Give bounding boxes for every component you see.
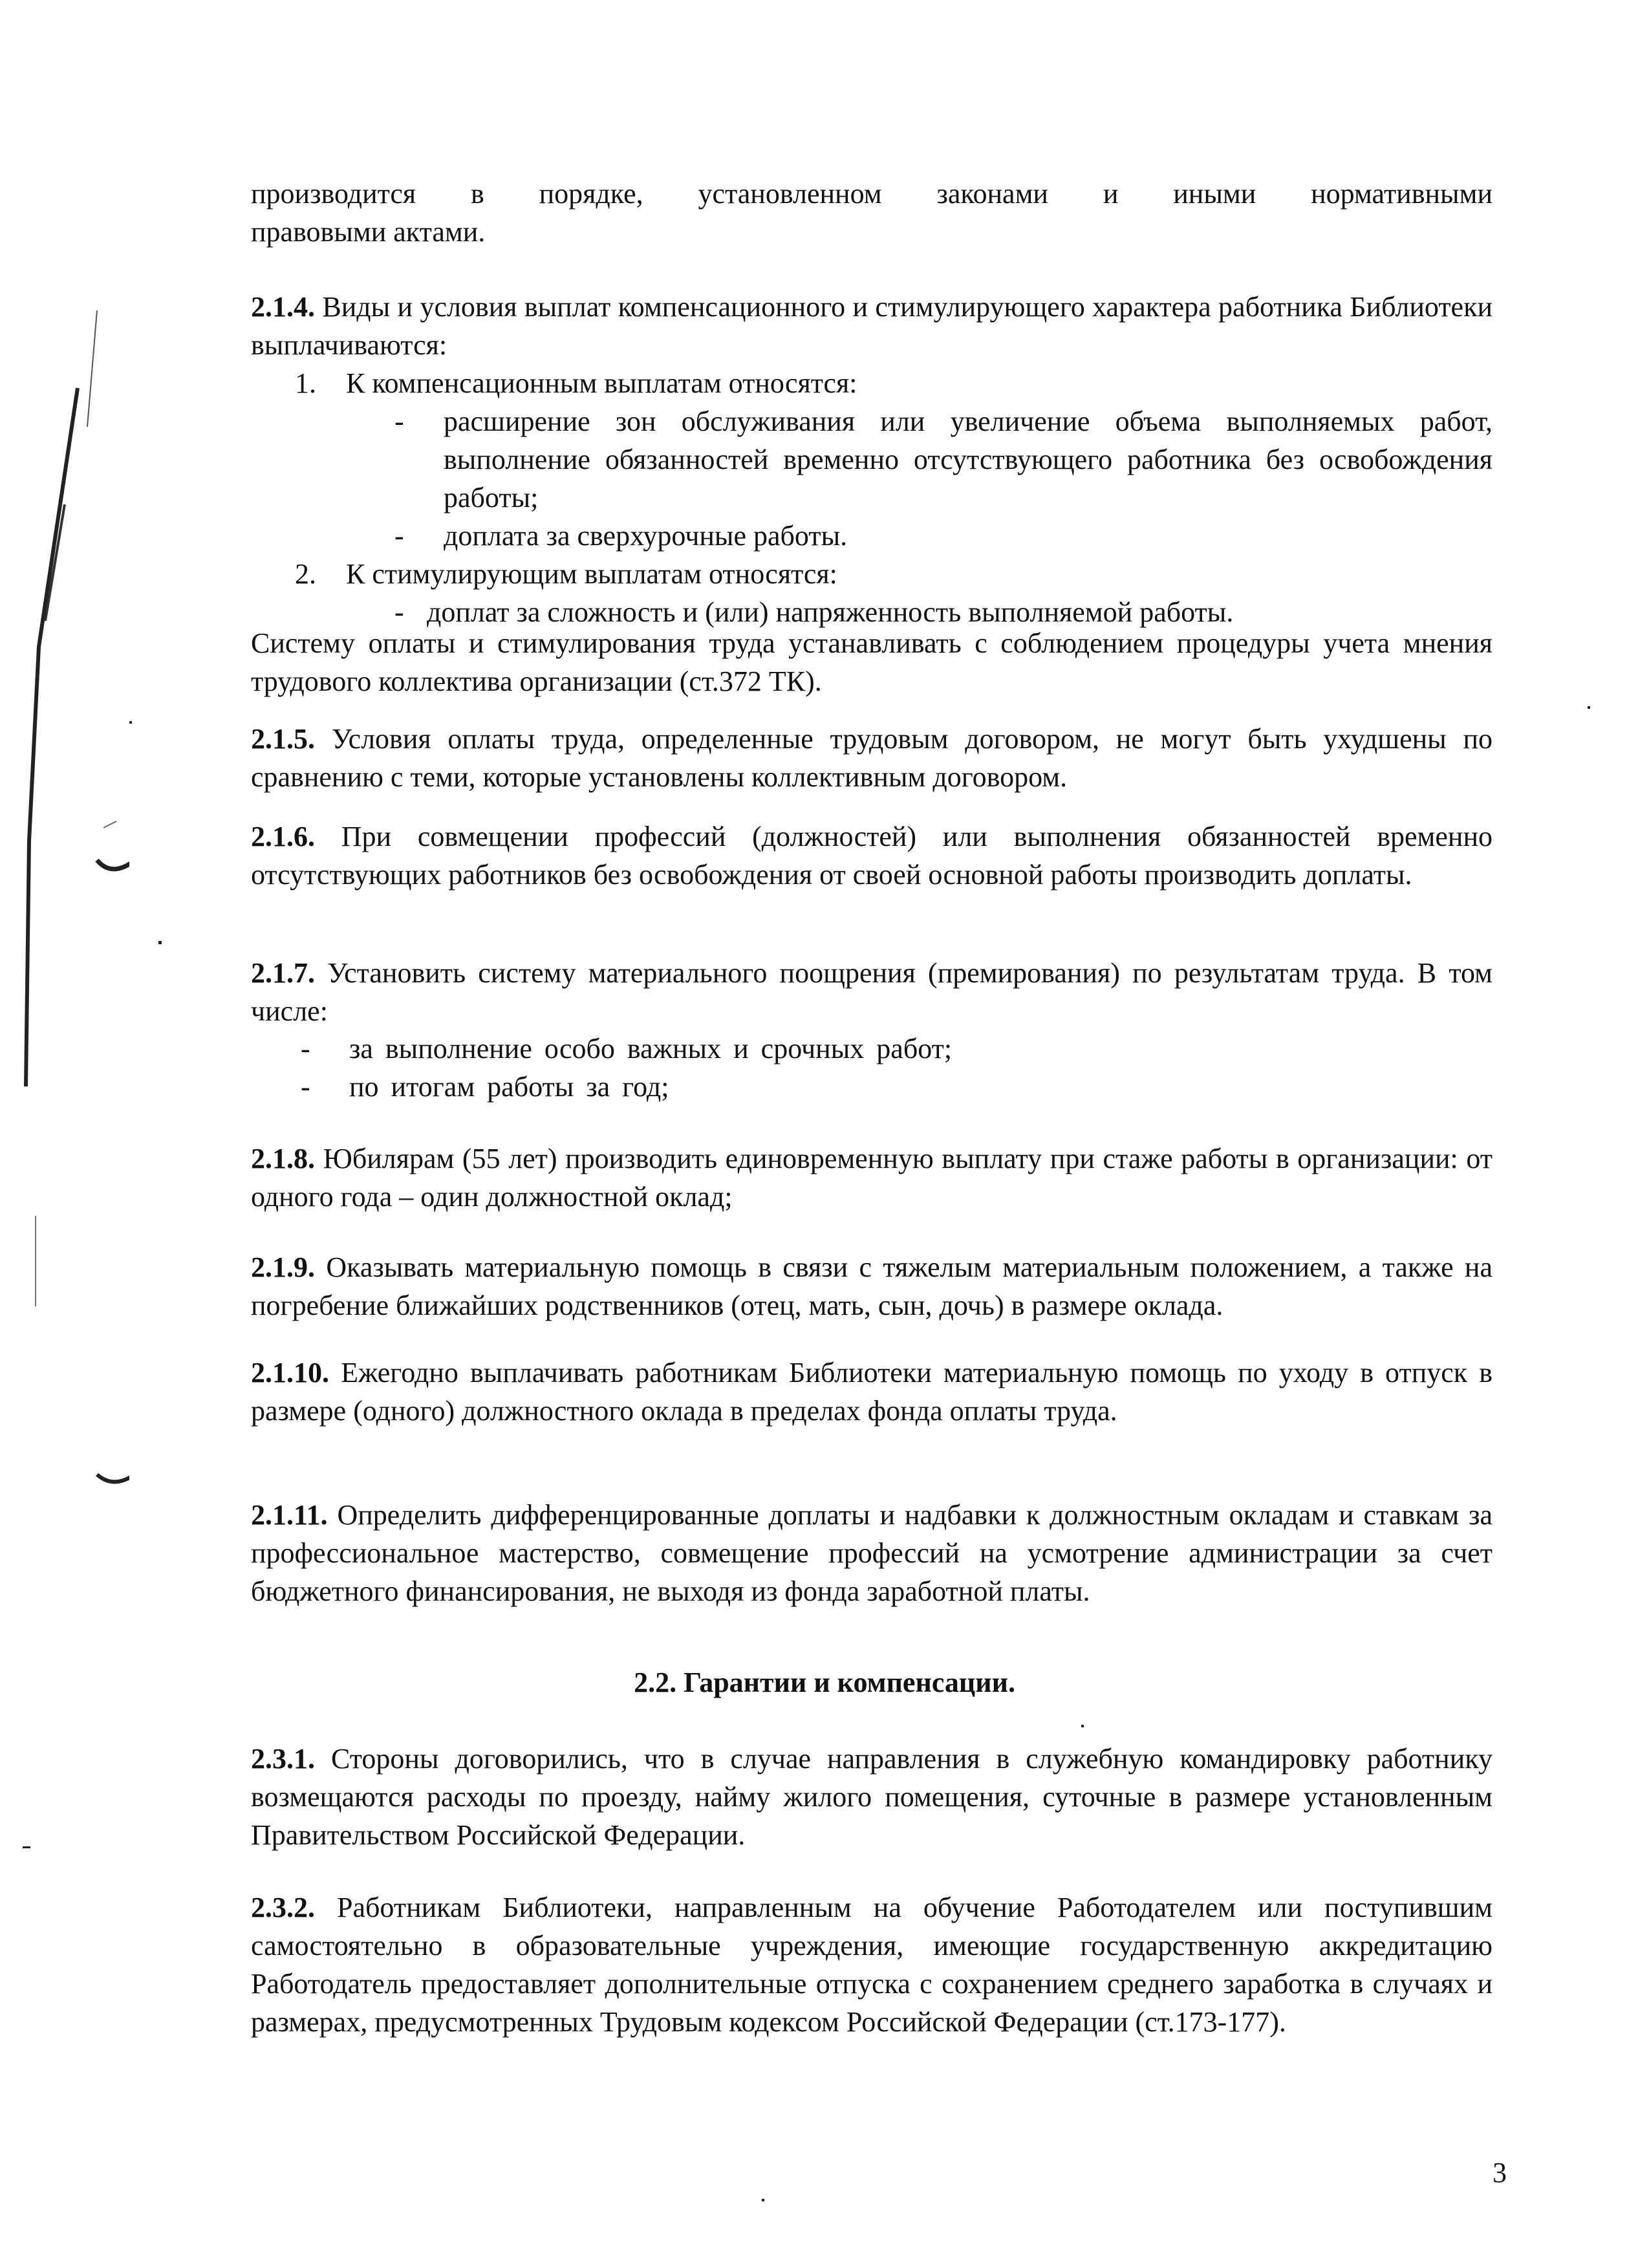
dust-speck bbox=[1081, 1725, 1084, 1727]
dust-speck bbox=[158, 941, 162, 944]
clause-2-1-6 bbox=[251, 817, 1493, 894]
clause-number: 2.1.5. bbox=[251, 723, 315, 755]
clause-text: Юбилярам (55 лет) производить единовременную выплату при стаже работы в организации: от одного года – один должностной оклад; bbox=[251, 1143, 1493, 1213]
dash-marker: - bbox=[394, 405, 404, 437]
list-number: 2. bbox=[295, 558, 316, 590]
clause-text: Ежегодно выплачивать работникам Библиотеки материальную помощь по уходу в отпуск в размере (одного) должностного оклада в пределах фонда оплаты труда. bbox=[251, 1357, 1493, 1427]
clause-text: Условия оплаты труда, определенные трудовым договором, не могут быть ухудшены по сравнению с теми, которые установлены коллективным договором. bbox=[251, 723, 1493, 793]
list-item-stimulating: К стимулирующим выплатам относятся: bbox=[346, 558, 837, 590]
dash-marker: - bbox=[301, 1071, 310, 1103]
clause-number: 2.1.11. bbox=[251, 1499, 328, 1531]
clause-number: 2.1.7. bbox=[251, 957, 315, 989]
intro-line-1: производится в порядке, установленном законами и иными нормативными bbox=[251, 178, 1493, 210]
clause-2-1-5 bbox=[251, 720, 1493, 796]
clause-text: Оказывать материальную помощь в связи с тяжелым материальным положением, а также на погребение ближайших родственников (отец, мать, сын, дочь) в размере оклада. bbox=[251, 1251, 1493, 1321]
clause-text: Определить дифференцированные доплаты и надбавки к должностным окладам и ставкам за профессиональное мастерство, совмещение профессий на усмотрение администрации за счет бюджетного финансирования, не выходя из фонда заработной платы. bbox=[251, 1499, 1493, 1607]
clause-2-1-9 bbox=[251, 1248, 1493, 1324]
clause-number: 2.1.8. bbox=[251, 1143, 315, 1174]
clause-number: 2.3.1. bbox=[251, 1743, 315, 1775]
clause-text: При совмещении профессий (должностей) или выполнения обязанностей временно отсутствующих работников без освобождения от своей основной работы производить доплаты. bbox=[251, 821, 1493, 891]
clause-text: Работникам Библиотеки, направленным на обучение Работодателем или поступившим самостоятельно в образовательные учреждения, имеющие государственную аккредитацию Работодатель предоставляет дополнительные отпуска с сохранением среднего заработка в случаях и размерах, предусмотренных Трудовым кодексом Российской Федерации (ст.173-177). bbox=[251, 1892, 1493, 2038]
list-item-compensation: К компенсационным выплатам относятся: bbox=[346, 367, 857, 399]
clause-2-3-2 bbox=[251, 1888, 1493, 2041]
clause-number: 2.1.4. bbox=[251, 291, 315, 323]
clause-number: 2.1.10. bbox=[251, 1357, 329, 1388]
clause-2-1-8 bbox=[251, 1139, 1493, 1216]
clause-number: 2.3.2. bbox=[251, 1892, 315, 1923]
dash-marker: - bbox=[394, 520, 404, 552]
section-heading: 2.2. Гарантии и компенсации. bbox=[634, 1667, 1015, 1698]
dust-speck bbox=[1588, 706, 1590, 709]
intro-line-2: правовыми актами. bbox=[251, 216, 486, 248]
dash-marker: - bbox=[394, 596, 404, 628]
bullet-year-results: по итогам работы за год; bbox=[349, 1071, 669, 1103]
clause-2-3-1 bbox=[251, 1740, 1493, 1854]
dust-speck bbox=[129, 721, 132, 724]
sub-item-expansion: расширение зон обслуживания или увеличение объема выполняемых работ, выполнение обязанностей временно отсутствующего работника без освобождения работы; bbox=[444, 405, 1493, 513]
page-number: 3 bbox=[1493, 2157, 1507, 2188]
clause-number: 2.1.9. bbox=[251, 1251, 315, 1283]
clause-text: Стороны договорились, что в случае направления в служебную командировку работнику возмещаются расходы по проезду, найму жилого помещения, суточные в размере установленным Правительством Российской Федерации. bbox=[251, 1743, 1493, 1851]
clause-2-1-4-tail: Систему оплаты и стимулирования труда устанавливать с соблюдением процедуры учета мнения трудового коллектива организации (ст.372 ТК). bbox=[251, 627, 1493, 697]
sub-item-complexity: доплат за сложность и (или) напряженность выполняемой работы. bbox=[427, 596, 1234, 628]
clause-number: 2.1.6. bbox=[251, 821, 315, 852]
clause-text: Установить систему материального поощрения (премирования) по результатам труда. В том числе: bbox=[251, 957, 1493, 1027]
list-number: 1. bbox=[295, 367, 316, 399]
sub-item-overtime: доплата за сверхурочные работы. bbox=[444, 520, 848, 552]
binding-marks bbox=[0, 259, 129, 1811]
clause-2-1-7 bbox=[251, 954, 1493, 1030]
dust-speck bbox=[23, 1846, 30, 1848]
dust-speck bbox=[762, 2199, 764, 2201]
dash-marker: - bbox=[301, 1033, 310, 1064]
clause-2-1-11 bbox=[251, 1496, 1493, 1610]
clause-2-1-10 bbox=[251, 1354, 1493, 1430]
clause-text: Виды и условия выплат компенсационного и стимулирующего характера работника Библиотеки выплачиваются: bbox=[251, 291, 1493, 361]
bullet-urgent-work: за выполнение особо важных и срочных работ; bbox=[349, 1033, 953, 1064]
clause-2-1-4 bbox=[251, 288, 1493, 364]
